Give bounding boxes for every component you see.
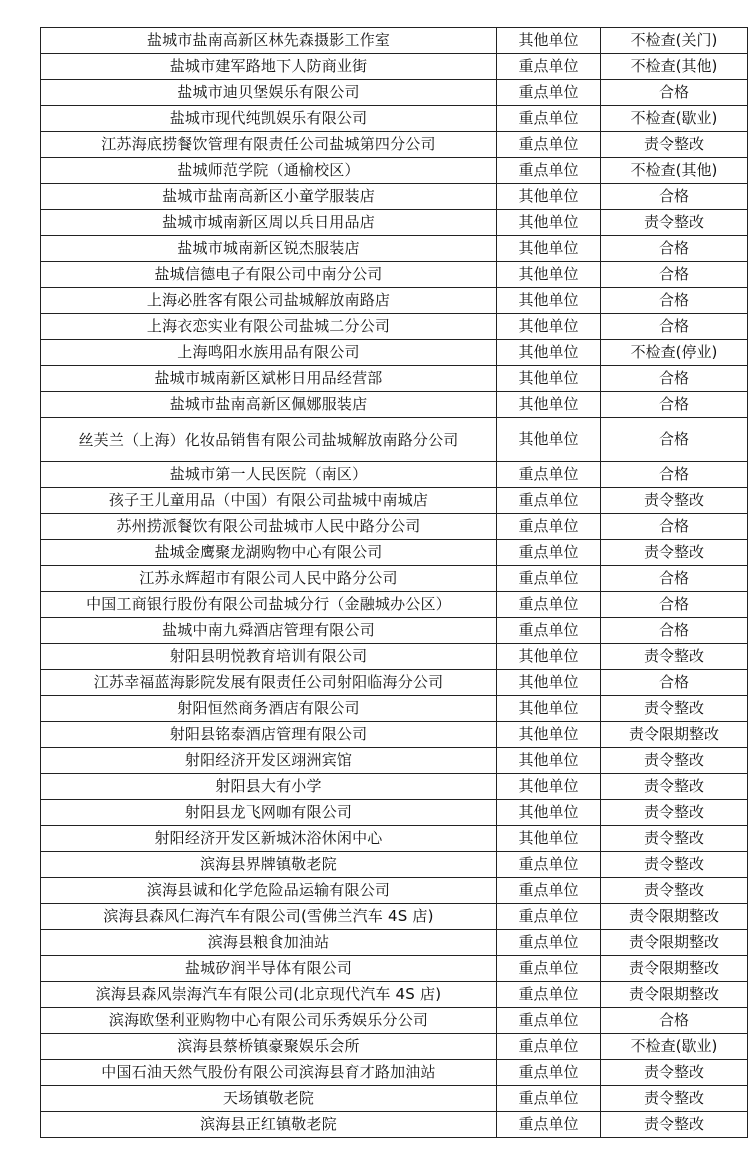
table-row <box>41 314 748 340</box>
table-row <box>41 462 748 488</box>
unit-name-cell: 射阳恒然商务酒店有限公司 <box>41 696 497 722</box>
unit-name-cell: 滨海县蔡桥镇豪聚娱乐会所 <box>41 1034 497 1060</box>
table-row <box>41 28 748 54</box>
inspection-result-cell: 合格 <box>601 80 748 106</box>
table-body <box>41 28 748 1138</box>
table-row <box>41 1008 748 1034</box>
table-row <box>41 904 748 930</box>
inspection-result-cell: 责令限期整改 <box>601 956 748 982</box>
unit-type-cell: 重点单位 <box>497 488 601 514</box>
table-row <box>41 132 748 158</box>
unit-type-cell: 重点单位 <box>497 1008 601 1034</box>
unit-name-cell: 盐城市城南新区锐杰服装店 <box>41 236 497 262</box>
inspection-result-cell: 合格 <box>601 462 748 488</box>
inspection-result-cell: 合格 <box>601 618 748 644</box>
unit-type-cell: 其他单位 <box>497 366 601 392</box>
inspection-result-cell: 责令限期整改 <box>601 904 748 930</box>
inspection-result-cell: 责令整改 <box>601 878 748 904</box>
inspection-result-cell: 合格 <box>601 184 748 210</box>
unit-name-cell: 江苏海底捞餐饮管理有限责任公司盐城第四分公司 <box>41 132 497 158</box>
table-row <box>41 722 748 748</box>
unit-name-cell: 滨海县正红镇敬老院 <box>41 1112 497 1138</box>
unit-name-cell: 滨海欧堡利亚购物中心有限公司乐秀娱乐分公司 <box>41 1008 497 1034</box>
inspection-result-cell: 不检查(停业) <box>601 340 748 366</box>
table-row <box>41 852 748 878</box>
unit-type-cell: 其他单位 <box>497 236 601 262</box>
table-row <box>41 488 748 514</box>
table-row <box>41 1060 748 1086</box>
inspection-result-cell: 合格 <box>601 392 748 418</box>
unit-type-cell: 其他单位 <box>497 722 601 748</box>
unit-type-cell: 其他单位 <box>497 418 601 462</box>
unit-name-cell: 盐城师范学院（通榆校区） <box>41 158 497 184</box>
unit-name-cell: 盐城市盐南高新区小童学服装店 <box>41 184 497 210</box>
table-row <box>41 418 748 462</box>
unit-name-cell: 盐城市建军路地下人防商业街 <box>41 54 497 80</box>
unit-type-cell: 其他单位 <box>497 800 601 826</box>
inspection-result-cell: 不检查(其他) <box>601 54 748 80</box>
table-row <box>41 392 748 418</box>
unit-type-cell: 重点单位 <box>497 1034 601 1060</box>
unit-name-cell: 中国工商银行股份有限公司盐城分行（金融城办公区） <box>41 592 497 618</box>
inspection-result-cell: 责令整改 <box>601 644 748 670</box>
unit-type-cell: 其他单位 <box>497 774 601 800</box>
unit-type-cell: 其他单位 <box>497 314 601 340</box>
inspection-result-cell: 责令整改 <box>601 774 748 800</box>
inspection-result-cell: 责令整改 <box>601 696 748 722</box>
inspection-result-cell: 责令整改 <box>601 210 748 236</box>
unit-type-cell: 其他单位 <box>497 288 601 314</box>
table-row <box>41 184 748 210</box>
unit-name-cell: 江苏永辉超市有限公司人民中路分公司 <box>41 566 497 592</box>
unit-name-cell: 滨海县粮食加油站 <box>41 930 497 956</box>
inspection-result-cell: 不检查(关门) <box>601 28 748 54</box>
unit-name-cell: 天场镇敬老院 <box>41 1086 497 1112</box>
table-row <box>41 826 748 852</box>
unit-type-cell: 重点单位 <box>497 462 601 488</box>
table-row <box>41 236 748 262</box>
unit-type-cell: 重点单位 <box>497 514 601 540</box>
unit-type-cell: 重点单位 <box>497 158 601 184</box>
table-row <box>41 262 748 288</box>
inspection-result-cell: 合格 <box>601 1008 748 1034</box>
unit-type-cell: 重点单位 <box>497 878 601 904</box>
table-row <box>41 800 748 826</box>
inspection-result-cell: 合格 <box>601 418 748 462</box>
unit-name-cell: 孩子王儿童用品（中国）有限公司盐城中南城店 <box>41 488 497 514</box>
unit-type-cell: 其他单位 <box>497 644 601 670</box>
inspection-result-cell: 责令限期整改 <box>601 982 748 1008</box>
unit-type-cell: 其他单位 <box>497 696 601 722</box>
unit-name-cell: 盐城市城南新区周以兵日用品店 <box>41 210 497 236</box>
unit-type-cell: 重点单位 <box>497 80 601 106</box>
unit-name-cell: 盐城市第一人民医院（南区） <box>41 462 497 488</box>
unit-type-cell: 其他单位 <box>497 340 601 366</box>
unit-name-cell: 射阳经济开发区翊洲宾馆 <box>41 748 497 774</box>
unit-type-cell: 其他单位 <box>497 748 601 774</box>
unit-type-cell: 其他单位 <box>497 826 601 852</box>
unit-type-cell: 其他单位 <box>497 392 601 418</box>
table-row <box>41 618 748 644</box>
unit-name-cell: 中国石油天然气股份有限公司滨海县育才路加油站 <box>41 1060 497 1086</box>
unit-type-cell: 重点单位 <box>497 540 601 566</box>
unit-name-cell: 射阳县龙飞网咖有限公司 <box>41 800 497 826</box>
unit-name-cell: 射阳经济开发区新城沐浴休闲中心 <box>41 826 497 852</box>
inspection-result-cell: 责令整改 <box>601 488 748 514</box>
table-row <box>41 670 748 696</box>
unit-type-cell: 重点单位 <box>497 852 601 878</box>
unit-type-cell: 其他单位 <box>497 28 601 54</box>
unit-type-cell: 重点单位 <box>497 106 601 132</box>
inspection-result-cell: 责令限期整改 <box>601 722 748 748</box>
unit-name-cell: 盐城市现代纯凯娱乐有限公司 <box>41 106 497 132</box>
unit-type-cell: 重点单位 <box>497 592 601 618</box>
table-row <box>41 210 748 236</box>
table-row <box>41 774 748 800</box>
table-row <box>41 878 748 904</box>
inspection-result-cell: 合格 <box>601 262 748 288</box>
unit-type-cell: 重点单位 <box>497 956 601 982</box>
unit-type-cell: 重点单位 <box>497 132 601 158</box>
unit-type-cell: 重点单位 <box>497 54 601 80</box>
unit-name-cell: 盐城市盐南高新区佩娜服装店 <box>41 392 497 418</box>
table-row <box>41 366 748 392</box>
inspection-result-cell: 合格 <box>601 566 748 592</box>
table-row <box>41 288 748 314</box>
table-row <box>41 644 748 670</box>
table-row <box>41 106 748 132</box>
table-row <box>41 540 748 566</box>
unit-type-cell: 重点单位 <box>497 1112 601 1138</box>
inspection-result-cell: 合格 <box>601 670 748 696</box>
inspection-result-cell: 合格 <box>601 314 748 340</box>
unit-name-cell: 江苏幸福蓝海影院发展有限责任公司射阳临海分公司 <box>41 670 497 696</box>
inspection-result-cell: 合格 <box>601 514 748 540</box>
table-row <box>41 930 748 956</box>
table-row <box>41 54 748 80</box>
unit-name-cell: 盐城市迪贝堡娱乐有限公司 <box>41 80 497 106</box>
inspection-result-cell: 责令整改 <box>601 540 748 566</box>
inspection-result-cell: 责令限期整改 <box>601 930 748 956</box>
inspection-result-cell: 合格 <box>601 236 748 262</box>
inspection-result-cell: 责令整改 <box>601 852 748 878</box>
table-row <box>41 514 748 540</box>
inspection-result-cell: 责令整改 <box>601 132 748 158</box>
unit-type-cell: 重点单位 <box>497 930 601 956</box>
unit-type-cell: 其他单位 <box>497 210 601 236</box>
inspection-result-cell: 责令整改 <box>601 800 748 826</box>
inspection-result-cell: 合格 <box>601 366 748 392</box>
inspection-result-cell: 不检查(歇业) <box>601 1034 748 1060</box>
table-row <box>41 982 748 1008</box>
table-row <box>41 592 748 618</box>
unit-name-cell: 上海衣恋实业有限公司盐城二分公司 <box>41 314 497 340</box>
unit-name-cell: 上海鸣阳水族用品有限公司 <box>41 340 497 366</box>
unit-type-cell: 其他单位 <box>497 184 601 210</box>
unit-type-cell: 重点单位 <box>497 982 601 1008</box>
table-row <box>41 1112 748 1138</box>
table-row <box>41 158 748 184</box>
table-row <box>41 566 748 592</box>
unit-type-cell: 其他单位 <box>497 262 601 288</box>
inspection-result-cell: 责令整改 <box>601 1060 748 1086</box>
unit-name-cell: 滨海县森风仁海汽车有限公司(雪佛兰汽车 4S 店) <box>41 904 497 930</box>
table-row <box>41 340 748 366</box>
unit-name-cell: 盐城市盐南高新区林先森摄影工作室 <box>41 28 497 54</box>
unit-name-cell: 滨海县森风崇海汽车有限公司(北京现代汽车 4S 店) <box>41 982 497 1008</box>
inspection-result-cell: 不检查(其他) <box>601 158 748 184</box>
unit-name-cell: 上海必胜客有限公司盐城解放南路店 <box>41 288 497 314</box>
unit-name-cell: 丝芙兰（上海）化妆品销售有限公司盐城解放南路分公司 <box>41 418 497 462</box>
unit-type-cell: 重点单位 <box>497 618 601 644</box>
table-row <box>41 696 748 722</box>
unit-type-cell: 重点单位 <box>497 566 601 592</box>
inspection-result-cell: 责令整改 <box>601 826 748 852</box>
inspection-result-cell: 不检查(歇业) <box>601 106 748 132</box>
unit-type-cell: 重点单位 <box>497 1060 601 1086</box>
unit-type-cell: 其他单位 <box>497 670 601 696</box>
unit-name-cell: 滨海县诚和化学危险品运输有限公司 <box>41 878 497 904</box>
unit-name-cell: 射阳县明悦教育培训有限公司 <box>41 644 497 670</box>
inspection-result-cell: 责令整改 <box>601 1112 748 1138</box>
unit-name-cell: 盐城矽润半导体有限公司 <box>41 956 497 982</box>
unit-type-cell: 重点单位 <box>497 1086 601 1112</box>
table-row <box>41 1086 748 1112</box>
inspection-result-cell: 责令整改 <box>601 1086 748 1112</box>
unit-name-cell: 苏州捞派餐饮有限公司盐城市人民中路分公司 <box>41 514 497 540</box>
inspection-table <box>40 27 748 1138</box>
unit-name-cell: 射阳县大有小学 <box>41 774 497 800</box>
table-row <box>41 1034 748 1060</box>
unit-name-cell: 射阳县铭泰酒店管理有限公司 <box>41 722 497 748</box>
table-row <box>41 748 748 774</box>
inspection-result-cell: 合格 <box>601 592 748 618</box>
inspection-result-cell: 合格 <box>601 288 748 314</box>
unit-name-cell: 盐城金鹰聚龙湖购物中心有限公司 <box>41 540 497 566</box>
table-row <box>41 956 748 982</box>
unit-type-cell: 重点单位 <box>497 904 601 930</box>
unit-name-cell: 盐城中南九舜酒店管理有限公司 <box>41 618 497 644</box>
table-row <box>41 80 748 106</box>
unit-name-cell: 盐城信德电子有限公司中南分公司 <box>41 262 497 288</box>
unit-name-cell: 盐城市城南新区斌彬日用品经营部 <box>41 366 497 392</box>
inspection-result-cell: 责令整改 <box>601 748 748 774</box>
unit-name-cell: 滨海县界牌镇敬老院 <box>41 852 497 878</box>
